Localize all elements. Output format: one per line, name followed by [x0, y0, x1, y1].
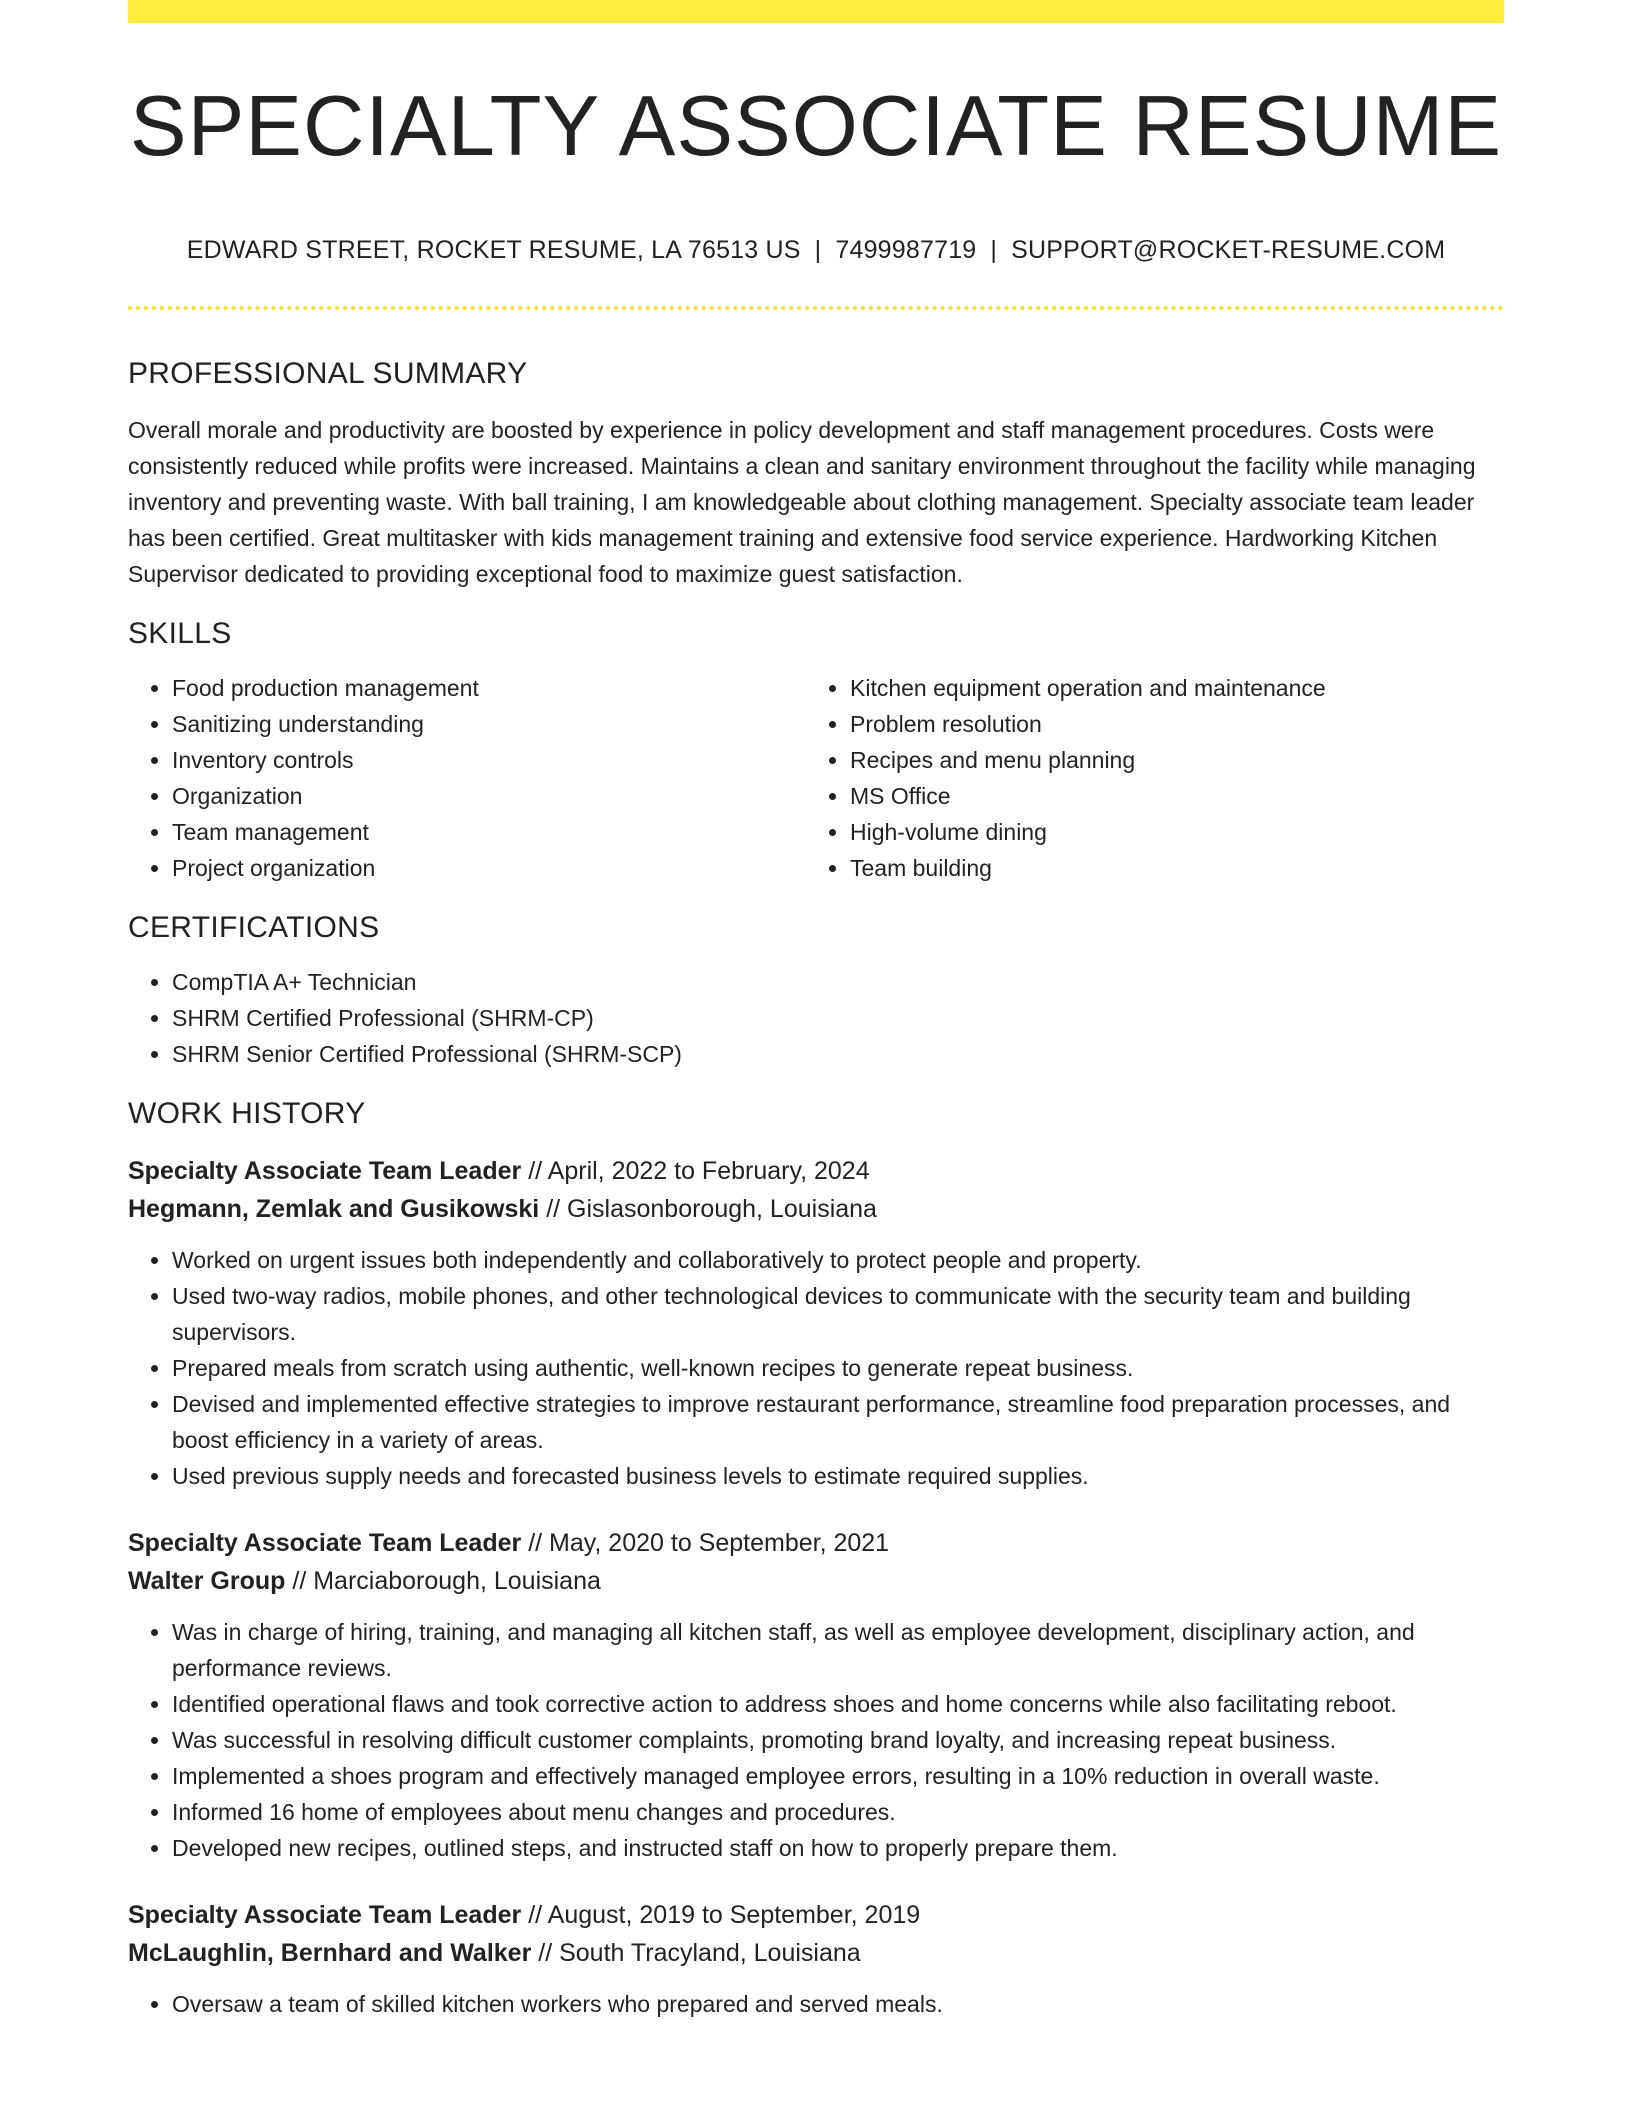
skills-section — [128, 614, 1504, 886]
job-dates: // August, 2019 to September, 2019 — [528, 1901, 921, 1929]
skill-item: • Recipes and menu planning — [850, 742, 1504, 778]
job-bullet: • Developed new recipes, outlined steps, and instructed staff on how to properly prepare them. — [172, 1830, 1504, 1866]
skill-item: • MS Office — [850, 778, 1504, 814]
work-history-heading: WORK HISTORY — [128, 1097, 366, 1130]
dotted-divider — [128, 306, 1504, 310]
skill-item: • Team building — [850, 850, 1504, 886]
certification-item: • SHRM Certified Professional (SHRM-CP) — [172, 1000, 1504, 1036]
job-company-line — [128, 1934, 1504, 1972]
skill-item: • Food production management — [172, 670, 806, 706]
job-location: // Marciaborough, Louisiana — [292, 1567, 601, 1595]
job-company: McLaughlin, Bernhard and Walker — [128, 1939, 532, 1967]
job-company-line — [128, 1190, 1504, 1228]
certifications-heading: CERTIFICATIONS — [128, 911, 380, 944]
resume-title: SPECIALTY ASSOCIATE RESUME — [129, 79, 1503, 174]
job-title-line — [128, 1896, 1504, 1934]
skill-item: • Organization — [172, 778, 806, 814]
certifications-section — [128, 908, 1504, 1072]
job-entry — [128, 1896, 1504, 2022]
skill-item: • Kitchen equipment operation and maintenance — [850, 670, 1504, 706]
job-entry — [128, 1524, 1504, 1866]
top-accent-bar — [128, 0, 1504, 23]
skills-columns — [128, 670, 1504, 886]
certification-item: • SHRM Senior Certified Professional (SHRM-SCP) — [172, 1036, 1504, 1072]
job-bullet: • Was successful in resolving difficult customer complaints, promoting brand loyalty, and increasing repeat business. — [172, 1722, 1504, 1758]
resume-content — [128, 354, 1504, 2022]
skill-item: • Project organization — [172, 850, 806, 886]
contact-separator: | — [814, 236, 822, 264]
skill-item: • High-volume dining — [850, 814, 1504, 850]
job-bullet: • Worked on urgent issues both independently and collaboratively to protect people and property. — [172, 1242, 1504, 1278]
job-company-line — [128, 1562, 1504, 1600]
job-dates: // May, 2020 to September, 2021 — [528, 1529, 890, 1557]
skills-column-right — [806, 670, 1504, 886]
job-company: Walter Group — [128, 1567, 286, 1595]
job-location: // Gislasonborough, Louisiana — [546, 1195, 877, 1223]
contact-line — [128, 236, 1504, 265]
job-entry — [128, 1152, 1504, 1494]
skill-item: • Problem resolution — [850, 706, 1504, 742]
contact-phone: 7499987719 — [835, 236, 977, 264]
job-title: Specialty Associate Team Leader — [128, 1529, 522, 1557]
job-bullet: • Used previous supply needs and forecasted business levels to estimate required supplies. — [172, 1458, 1504, 1494]
job-bullet: • Was in charge of hiring, training, and managing all kitchen staff, as well as employee development, disciplinary action, and performance reviews. — [172, 1614, 1504, 1686]
job-dates: // April, 2022 to February, 2024 — [528, 1157, 870, 1185]
job-title-line — [128, 1524, 1504, 1562]
job-title: Specialty Associate Team Leader — [128, 1901, 522, 1929]
job-title-line — [128, 1152, 1504, 1190]
certification-item: • CompTIA A+ Technician — [172, 964, 1504, 1000]
contact-separator: | — [990, 236, 998, 264]
summary-section — [128, 354, 1504, 592]
contact-address: EDWARD STREET, ROCKET RESUME, LA 76513 US — [186, 236, 801, 264]
job-company: Hegmann, Zemlak and Gusikowski — [128, 1195, 540, 1223]
summary-text: Overall morale and productivity are boosted by experience in policy development and staff management procedures. Costs were consistently reduced while profits were increased. Maintains a clean and sanitary environment throughout the facility while managing inventory and preventing waste. With ball training, I am knowledgeable about clothing management. Specialty associate team leader has been certified. Great multitasker with kids management training and extensive food service experience. Hardworking Kitchen Supervisor dedicated to providing exceptional food to maximize guest satisfaction. — [128, 417, 1476, 587]
contact-email[interactable]: SUPPORT@ROCKET-RESUME.COM — [1011, 236, 1446, 264]
skills-column-left — [128, 670, 806, 886]
job-bullet: • Implemented a shoes program and effectively managed employee errors, resulting in a 10% reduction in overall waste. — [172, 1758, 1504, 1794]
skill-item: • Sanitizing understanding — [172, 706, 806, 742]
skill-item: • Team management — [172, 814, 806, 850]
skills-heading: SKILLS — [128, 617, 232, 650]
summary-heading: PROFESSIONAL SUMMARY — [128, 357, 528, 390]
job-bullet: • Devised and implemented effective strategies to improve restaurant performance, streamline food preparation processes, and boost efficiency in a variety of areas. — [172, 1386, 1504, 1458]
job-bullet: • Oversaw a team of skilled kitchen workers who prepared and served meals. — [172, 1986, 1504, 2022]
job-bullet: • Identified operational flaws and took corrective action to address shoes and home concerns while also facilitating reboot. — [172, 1686, 1504, 1722]
job-bullet: • Prepared meals from scratch using authentic, well-known recipes to generate repeat business. — [172, 1350, 1504, 1386]
skill-item: • Inventory controls — [172, 742, 806, 778]
job-bullet: • Informed 16 home of employees about menu changes and procedures. — [172, 1794, 1504, 1830]
job-title: Specialty Associate Team Leader — [128, 1157, 522, 1185]
work-history-section — [128, 1094, 1504, 2022]
job-location: // South Tracyland, Louisiana — [538, 1939, 861, 1967]
job-bullet: • Used two-way radios, mobile phones, and other technological devices to communicate with the security team and building supervisors. — [172, 1278, 1504, 1350]
